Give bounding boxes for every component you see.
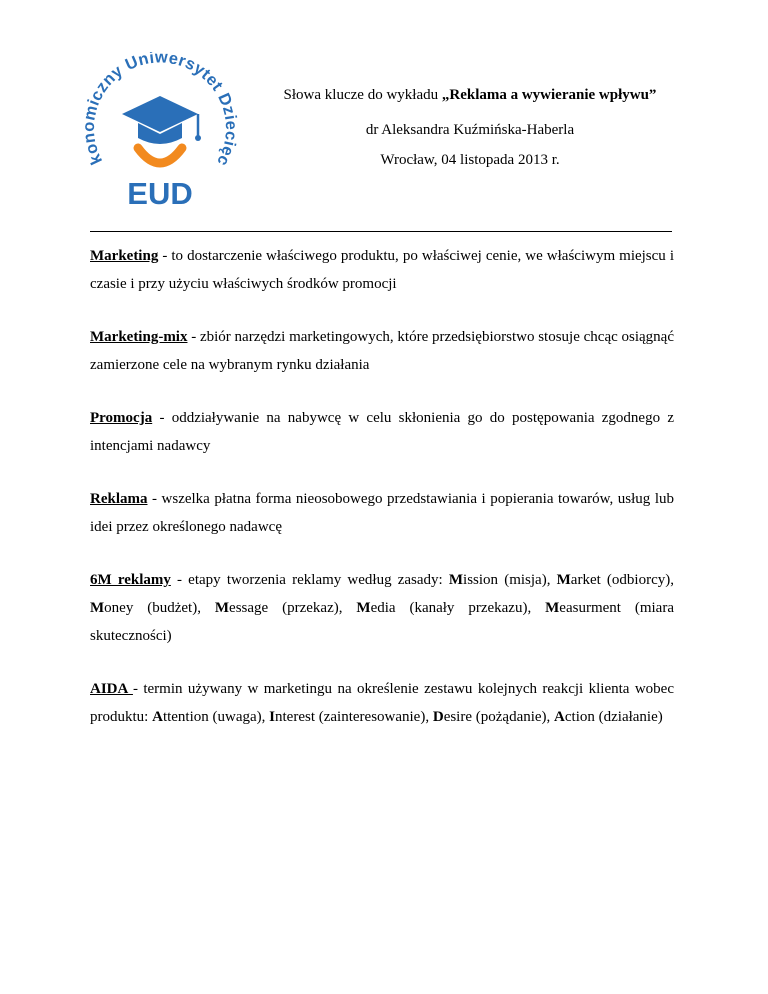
definition-promocja-text: - oddziaływanie na nabywcę w celu skłonienia go do postępowania zgodnego z intencjami nadawcy xyxy=(90,410,674,454)
word-message: essage (przekaz), xyxy=(229,600,357,616)
letter-attention: A xyxy=(152,709,163,725)
word-measurment: easurment (miara skuteczności) xyxy=(90,600,674,644)
letter-media: M xyxy=(356,600,371,616)
definition-promocja xyxy=(90,404,674,460)
definition-marketing-text: - to dostarczenie właściwego produktu, po właściwej cenie, we właściwym miejscu i czasie i przy użyciu właściwych środków promocji xyxy=(90,248,674,292)
letter-market: M xyxy=(556,572,571,588)
definition-marketing xyxy=(90,242,674,298)
lecture-title xyxy=(250,86,690,104)
word-desire: esire (pożądanie), xyxy=(443,709,555,725)
word-money: oney (budżet), xyxy=(104,600,215,616)
definition-marketing-mix-text: - zbiór narzędzi marketingowych, które przedsiębiorstwo stosuje chcąc osiągnąć zamierzone cele na wybranym rynku działania xyxy=(90,329,674,373)
lecture-title-prefix: Słowa klucze do wykładu xyxy=(283,87,442,103)
word-action: ction (działanie) xyxy=(564,709,663,725)
letter-measurment: M xyxy=(545,600,560,616)
letter-message: M xyxy=(214,600,230,616)
lecture-title-name: „Reklama a wywieranie wpływu” xyxy=(441,87,657,103)
letter-money: M xyxy=(90,600,105,616)
term-reklama: Reklama xyxy=(90,491,148,507)
word-media: edia (kanały przekazu), xyxy=(370,600,546,616)
word-mission: ission (misja), xyxy=(463,572,557,588)
term-aida: AIDA xyxy=(90,681,133,697)
word-market: arket (odbiorcy), xyxy=(570,572,674,588)
letter-action: A xyxy=(554,709,565,725)
term-marketing: Marketing xyxy=(90,248,159,264)
separator-line xyxy=(90,231,672,232)
definition-6m-intro: - etapy tworzenia reklamy według zasady: xyxy=(170,572,449,588)
term-6m: 6M reklamy xyxy=(90,572,171,588)
author: dr Aleksandra Kuźmińska-Haberla xyxy=(365,122,575,138)
logo-abbr: EUD xyxy=(127,176,193,211)
definition-reklama-text: - wszelka płatna forma nieosobowego przedstawiania i popierania towarów, usług lub idei przez określonego nadawcę xyxy=(90,491,674,535)
definition-aida xyxy=(90,675,674,731)
letter-mission: M xyxy=(448,572,464,588)
logo-arc-text: konomiczny Uniwersytet Dziecięc xyxy=(80,52,240,170)
term-marketing-mix: Marketing-mix xyxy=(90,329,188,345)
place-date: Wrocław, 04 listopada 2013 r. xyxy=(380,152,560,168)
letter-interest: I xyxy=(269,709,275,725)
word-interest: nterest (zainteresowanie), xyxy=(275,709,433,725)
definitions-list xyxy=(90,242,674,756)
term-promocja: Promocja xyxy=(90,410,153,426)
definition-6m xyxy=(90,566,674,650)
definition-reklama xyxy=(90,485,674,541)
definition-aida-intro: - termin używany w marketingu na określenie zestawu kolejnych reakcji klienta wobec produktu: xyxy=(90,681,674,725)
word-attention: ttention (uwaga), xyxy=(162,709,270,725)
eud-logo xyxy=(80,52,240,212)
letter-desire: D xyxy=(432,709,444,725)
eud-logo-graphic xyxy=(80,52,240,212)
definition-marketing-mix xyxy=(90,323,674,379)
